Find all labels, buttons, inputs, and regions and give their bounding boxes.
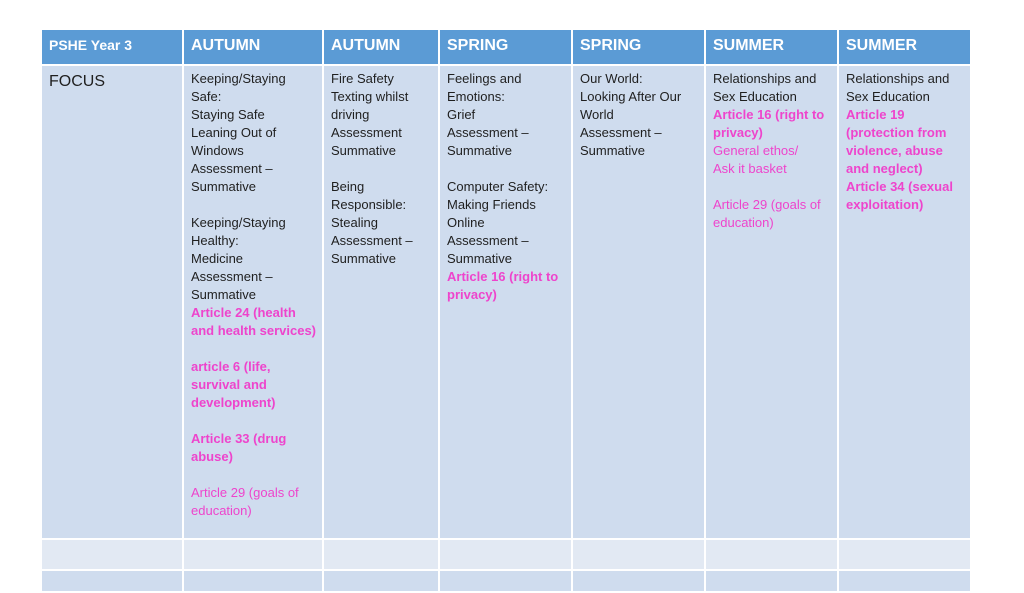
paragraph-gap (331, 160, 432, 178)
paragraph-gap (191, 340, 316, 358)
column-heading: SPRING (580, 37, 642, 54)
cell-content (324, 66, 438, 268)
cell-paragraph: Feelings and Emotions: Grief Assessment – Summative (447, 71, 529, 158)
cut-off-row (41, 570, 971, 592)
cell-paragraph: Keeping/Staying Healthy: Medicine Assessment – Summative (191, 215, 286, 302)
focus-cell (323, 65, 439, 539)
cell-paragraph: Relationships and Sex Education (846, 71, 950, 104)
paragraph-gap (191, 466, 316, 484)
cell-paragraph: Fire Safety Texting whilst driving Assessment Summative (331, 71, 409, 158)
empty-cell (439, 539, 572, 570)
paragraph-gap (191, 196, 316, 214)
cell-paragraph: Keeping/Staying Safe: Staying Safe Leaning Out of Windows Assessment – Summative (191, 71, 286, 194)
focus-cell (705, 65, 838, 539)
article-reference: article 6 (life, survival and development) (191, 359, 276, 410)
article-reference: Article 34 (sexual exploitation) (846, 179, 953, 212)
header-row (41, 29, 971, 65)
empty-cell (323, 570, 439, 592)
paragraph-gap (447, 160, 565, 178)
article-reference: Article 29 (goals of education) (713, 197, 821, 230)
cell-content (184, 66, 322, 520)
column-heading: AUTUMN (331, 37, 401, 54)
paragraph-gap (191, 412, 316, 430)
article-reference: General ethos/ Ask it basket (713, 143, 799, 176)
focus-cell (572, 65, 705, 539)
article-reference: Article 24 (health and health services) (191, 305, 316, 338)
empty-cell (183, 570, 323, 592)
column-heading: SUMMER (846, 37, 918, 54)
article-reference: Article 16 (right to privacy) (447, 269, 559, 302)
focus-cell (439, 65, 572, 539)
empty-row (41, 539, 971, 570)
column-heading: AUTUMN (191, 37, 261, 54)
cell-paragraph: Relationships and Sex Education (713, 71, 817, 104)
column-header-4 (572, 29, 705, 65)
article-reference: Article 33 (drug abuse) (191, 431, 287, 464)
corner-label-cell (41, 29, 183, 65)
cell-paragraph: Our World: Looking After Our World Assessment – Summative (580, 71, 682, 158)
empty-cell (838, 570, 971, 592)
focus-cell (838, 65, 971, 539)
column-header-6 (838, 29, 971, 65)
paragraph-gap (713, 178, 831, 196)
cell-paragraph: Being Responsible: Stealing Assessment – Summative (331, 179, 413, 266)
curriculum-table (40, 28, 972, 593)
empty-cell (572, 570, 705, 592)
article-reference: Article 19 (protection from violence, abuse and neglect) (846, 107, 947, 176)
column-header-3 (439, 29, 572, 65)
empty-cell (705, 570, 838, 592)
article-reference: Article 16 (right to privacy) (713, 107, 825, 140)
empty-cell (323, 539, 439, 570)
empty-cell (838, 539, 971, 570)
focus-row (41, 65, 971, 539)
corner-label: PSHE Year 3 (49, 37, 133, 53)
column-header-2 (323, 29, 439, 65)
column-header-5 (705, 29, 838, 65)
cell-content (839, 66, 970, 214)
cell-paragraph: Computer Safety: Making Friends Online Assessment – Summative (447, 179, 549, 266)
empty-cell (41, 539, 183, 570)
column-header-1 (183, 29, 323, 65)
empty-cell (41, 570, 183, 592)
cell-content (706, 66, 837, 232)
empty-cell (572, 539, 705, 570)
row-label-cell (41, 65, 183, 539)
cell-content (440, 66, 571, 304)
focus-cell (183, 65, 323, 539)
article-reference: Article 29 (goals of education) (191, 485, 299, 518)
empty-cell (439, 570, 572, 592)
cell-content (573, 66, 704, 160)
empty-cell (705, 539, 838, 570)
column-heading: SUMMER (713, 37, 785, 54)
column-heading: SPRING (447, 37, 509, 54)
row-label: FOCUS (49, 73, 105, 90)
empty-cell (183, 539, 323, 570)
